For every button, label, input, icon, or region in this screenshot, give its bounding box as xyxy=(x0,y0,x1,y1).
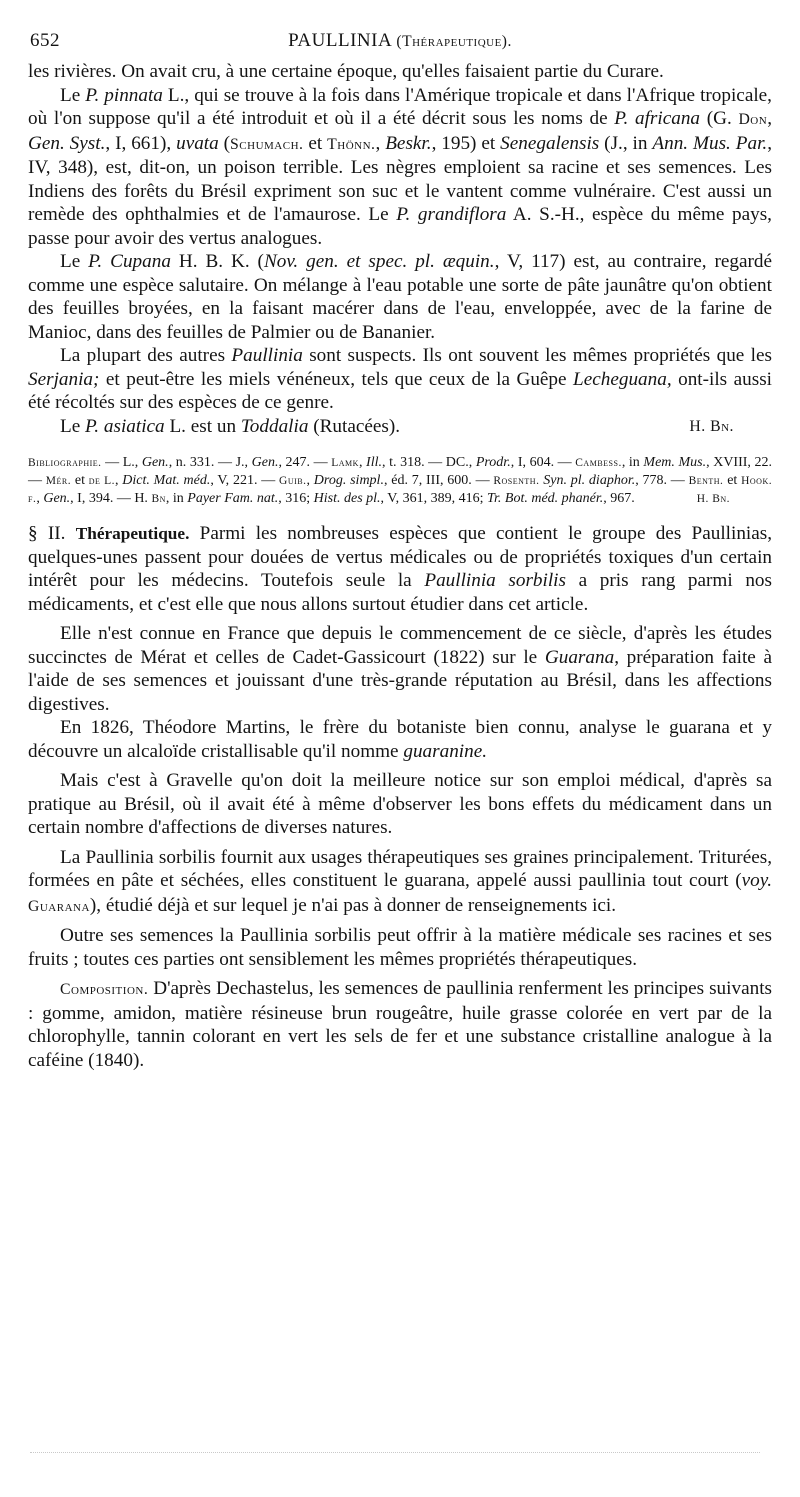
text-run: , 195) et xyxy=(431,132,501,154)
author-signature: H. Bn. xyxy=(689,417,734,435)
taxon-name: uvata xyxy=(176,132,219,154)
work-title: Prodr. xyxy=(475,455,511,470)
work-title: Syn. pl. diaphor. xyxy=(543,473,636,488)
work-title: Hist. des pl. xyxy=(313,491,381,506)
author-name: Cambess. xyxy=(575,457,622,469)
taxon-name: P. Cupana xyxy=(88,251,171,272)
author-name: Mér. xyxy=(45,475,72,487)
text-run: , xyxy=(375,132,386,154)
text-run: , xyxy=(114,473,123,488)
text-run: Le xyxy=(60,415,86,437)
text-run: ( xyxy=(218,132,231,154)
text-run: , xyxy=(767,108,772,129)
work-title: Gen. xyxy=(141,455,169,470)
work-title: Nov. gen. et spec. pl. æquin. xyxy=(263,251,495,272)
paragraph-composition xyxy=(28,977,772,1072)
author-name: Guib. xyxy=(279,475,307,487)
work-title: Ill. xyxy=(366,455,382,470)
section-intro xyxy=(28,522,772,616)
text-run: et xyxy=(303,132,328,154)
taxon-name: Lecheguana, xyxy=(573,368,672,390)
body-text xyxy=(28,60,772,438)
text-run: Elle n'est connue en France que depuis le commencement de ce siècle, d'après les études succinctes de Mérat et celles de Cadet-Gassicourt (1822) sur le xyxy=(28,623,772,668)
paragraph-suspects xyxy=(28,344,772,415)
paragraph-pinnata xyxy=(28,84,772,251)
bibliography xyxy=(28,454,772,508)
running-head-title xyxy=(28,30,772,52)
paragraph-asiatica xyxy=(28,415,772,439)
text-run: , in xyxy=(165,491,188,506)
text-run: La plupart des autres xyxy=(60,345,232,366)
composition-label: Composition. xyxy=(60,981,149,998)
text-run: et peut-être les miels vénéneux, tels que ceux de la Guêpe xyxy=(99,368,574,390)
work-title: Drog. simpl. xyxy=(313,473,384,488)
page-number: 652 xyxy=(30,30,60,51)
text-run: , éd. 7, III, 600. — xyxy=(383,473,494,488)
text-run: A. S.-H., espèce du même pays, passe pour avoir des vertus analogues. xyxy=(28,204,772,249)
text-run: Le xyxy=(60,84,86,106)
page xyxy=(28,30,772,1072)
work-title: Gen. Syst. xyxy=(28,132,106,154)
work-title: Tr. Bot. méd. phanér. xyxy=(486,491,604,506)
author-name: Schumach. xyxy=(230,135,304,153)
text-run: Parmi les nombreuses espèces que contient le groupe des Paullinias, quelques-unes passent pour douées de vertus médicales ou de propriétés toxiques d'un certain intérêt pour les médecins. Toutefois seule la xyxy=(28,523,773,591)
head-title-main: PAULLINIA xyxy=(288,30,392,51)
text-run: — L., xyxy=(101,455,142,470)
text-run: (Rutacées). xyxy=(308,415,401,437)
paragraph-gravelle: Mais c'est à Gravelle qu'on doit la meilleure notice sur son emploi médical, d'après sa pratique au Brésil, où il avait été à même d'observer les bons effets du médicament dans un certain nombre d'affections de diverses natures. xyxy=(28,770,772,838)
paragraph-france xyxy=(28,622,772,716)
taxon-name: P. asiatica xyxy=(85,415,165,437)
text-run: , 967. xyxy=(603,491,635,506)
text-run: , in xyxy=(621,455,644,470)
text-run: , préparation faite à l'aide de ses semences et jouissant d'une très-grande réputation au Brésil, dans les affections digestives. xyxy=(28,646,772,715)
work-title: Dict. Mat. méd. xyxy=(122,473,211,488)
work-title: Ann. Mus. Par. xyxy=(652,132,768,154)
scan-artifact-line xyxy=(30,1452,760,1459)
section-marker: § II. xyxy=(28,523,66,544)
text-run: L. est un xyxy=(164,415,241,437)
section-heading: Thérapeutique. xyxy=(75,524,190,543)
text-run: , n. 331. — J., xyxy=(168,455,252,470)
text-run: D'après Dechastelus, les semences de paullinia renferment les principes suivants : gomme, amidon, matière résineuse brun rougeâtre, huile grasse colorée en vert par de la chlorophylle, tannin colorant en vert les sels de fer et une substance cristalline analogue à la caféine (1840). xyxy=(28,978,772,1071)
taxon-name: P. africana xyxy=(614,108,701,129)
section-therapeutique xyxy=(28,522,772,1072)
text-run: La Paullinia sorbilis fournit aux usages thérapeutiques ses graines principalement. Triturées, formées en pâte et séchées, elles constituent le guarana, appelé aussi paullinia tout court ( xyxy=(28,846,772,891)
paragraph-graines xyxy=(28,846,772,919)
text-run: , 247. — xyxy=(278,455,332,470)
text-run: , I, 661), xyxy=(105,132,177,154)
bibliography-signature: H. Bn. xyxy=(696,493,730,505)
taxon-name: P. grandiflora xyxy=(396,204,507,225)
text-run: , V, 221. — xyxy=(210,473,280,488)
term: voy. xyxy=(741,870,772,891)
work-title: Gen. xyxy=(251,455,279,470)
work-title: Mem. Mus. xyxy=(643,455,707,470)
text-run: , t. 318. — DC., xyxy=(382,455,476,470)
text-run: H. B. K. ( xyxy=(170,251,264,272)
author-name: Benth. xyxy=(688,475,724,487)
taxon-name: Paullinia sorbilis xyxy=(424,570,566,591)
text-run: et xyxy=(71,473,89,488)
work-title: Gen. xyxy=(43,491,71,506)
paragraph-cupana xyxy=(28,250,772,344)
bibliography-label: Bibliographie. xyxy=(28,457,102,469)
text-run: (J., in xyxy=(599,132,653,154)
author-name: Bn xyxy=(151,493,166,505)
taxon-name: P. pinnata xyxy=(85,84,163,106)
work-title: Beskr. xyxy=(385,132,432,154)
text-run: , V, 361, 389, 416; xyxy=(380,491,487,506)
cross-reference: Guarana xyxy=(28,897,90,915)
paragraph-semences: Outre ses semences la Paullinia sorbilis peut offrir à la matière médicale ses racines et ses fruits ; toutes ces parties ont sensiblement les mêmes propriétés thérapeutiques. xyxy=(28,925,772,970)
work-title: Payer Fam. nat. xyxy=(187,491,279,506)
head-title-sub: (Thérapeutique). xyxy=(396,33,512,50)
text-run: , I, 394. — H. xyxy=(70,491,152,506)
term: Guarana xyxy=(544,646,615,668)
author-name: Hook. f. xyxy=(28,475,773,505)
text-run: L., qui se trouve à la fois dans l'Amérique tropicale et dans l'Afrique tropicale, où l'on suppose qu'il a été introduit et où il a été décrit sous les noms de xyxy=(28,84,772,129)
taxon-name: Senegalensis xyxy=(500,132,600,154)
text-run: , xyxy=(306,473,314,488)
text-run: Le xyxy=(60,251,89,272)
taxon-name: Toddalia xyxy=(240,415,309,437)
author-name: Lamk xyxy=(331,457,359,469)
text-run: , 316; xyxy=(278,491,314,506)
text-run: En 1826, Théodore Martins, le frère du botaniste bien connu, analyse le guarana et y découvre un alcaloïde cristallisable qu'il nomme xyxy=(28,717,772,762)
taxon-name: Serjania; xyxy=(28,368,100,390)
running-head xyxy=(28,30,772,60)
text-run: , 778. — xyxy=(635,473,689,488)
text-run: , xyxy=(36,491,44,506)
text-run: ont-ils aussi été récoltés sur des espèces de ce genre. xyxy=(28,368,772,413)
text-run: , V, 117) est, au contraire, regardé comme une espèce salutaire. On mélange à l'eau potable une sorte de pâte jaunâtre qu'on obtient des feuilles broyées, en la faisant macérer dans de l'eau, enveloppée, avec de la farine de Manioc, dans des feuilles de Palmier ou de Bananier. xyxy=(28,251,772,343)
text-run: a pris rang parmi nos médicaments, et c'est elle que nous allons surtout étudier dans cet article. xyxy=(28,570,772,615)
text-run: , IV, 348), est, dit-on, un poison terrible. Les nègres emploient sa racine et ses semences. Les Indiens des forêts du Brésil expriment son suc et le vantent comme vulnéraire. C'est aussi un remède des ophthalmies et de l'amaurose. Le xyxy=(28,132,773,225)
text-run: , I, 604. — xyxy=(510,455,576,470)
text-run: (G. xyxy=(700,108,739,129)
taxon-name: Paullinia xyxy=(231,345,303,366)
author-name: Don xyxy=(738,111,768,128)
author-name: de L. xyxy=(88,475,115,487)
author-name: Rosenth. xyxy=(493,475,540,487)
text-run: , XVIII, 22. — xyxy=(28,455,773,488)
text-run: sont suspects. Ils ont souvent les mêmes propriétés que les xyxy=(302,345,772,366)
author-name: Thönn. xyxy=(327,135,376,153)
text-run: et xyxy=(723,473,742,488)
paragraph-martins xyxy=(28,716,772,763)
term: guaranine. xyxy=(403,740,488,762)
text-run: ), étudié déjà et sur lequel je n'ai pas à donner de renseignements ici. xyxy=(89,894,617,916)
text-run: , xyxy=(358,455,367,470)
paragraph-curare: les rivières. On avait cru, à une certaine époque, qu'elles faisaient partie du Curare. xyxy=(28,61,664,82)
